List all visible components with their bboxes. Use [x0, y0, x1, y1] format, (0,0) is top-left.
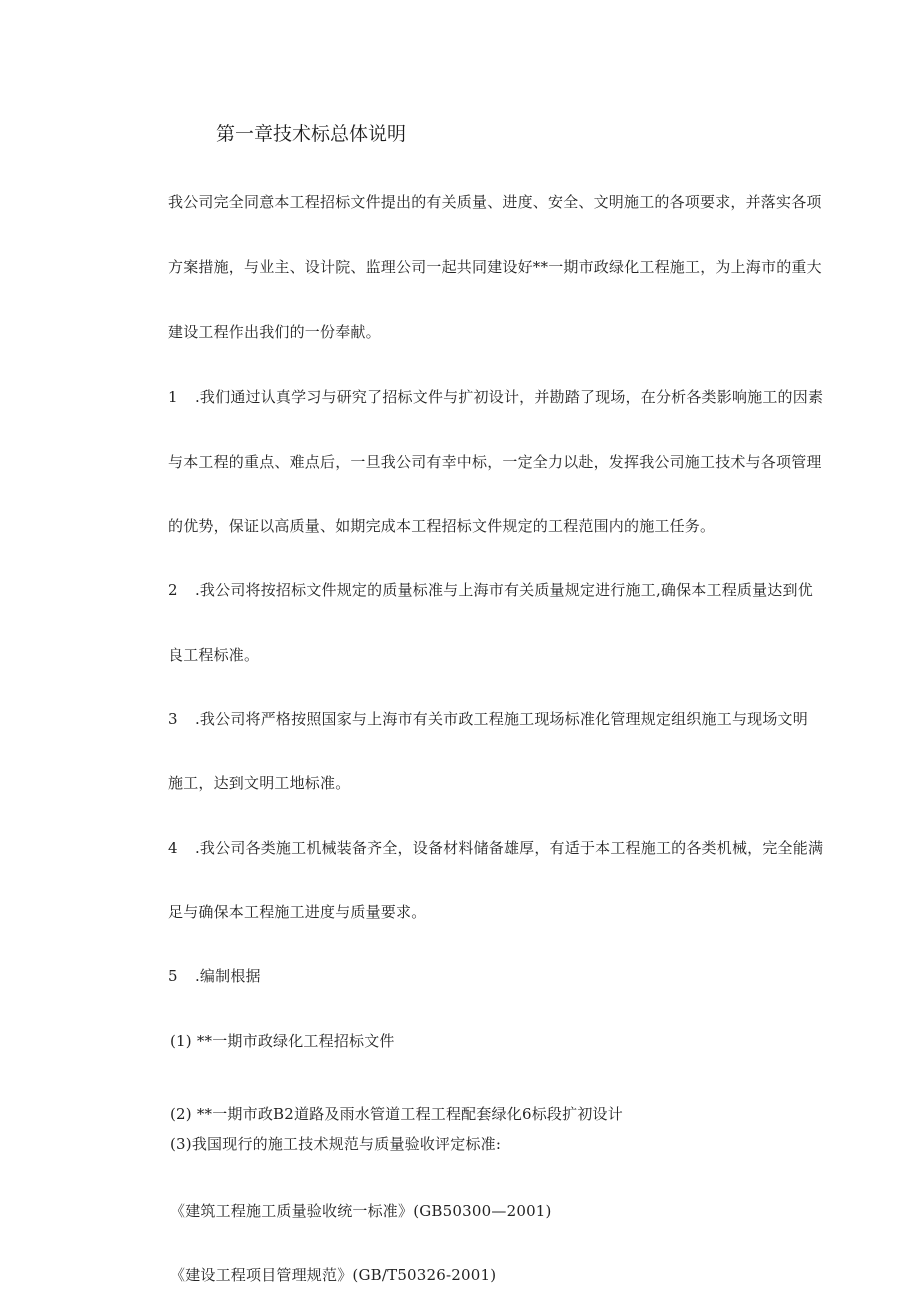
item-1-line-3: 的优势，保证以高质量、如期完成本工程招标文件规定的工程范围内的施工任务。 [168, 517, 716, 535]
item-3-line-1 [168, 709, 808, 729]
item-1-number: 1 [168, 388, 178, 406]
item-3-number: 3 [168, 710, 178, 728]
standard-item-1: 《建筑工程施工质量验收统一标准》(GB50300—2001) [170, 1202, 552, 1220]
item-3-text: .我公司将严格按照国家与上海市有关市政工程施工现场标准化管理规定组织施工与现场文明 [190, 710, 808, 728]
item-2-number: 2 [168, 581, 178, 599]
item-4-number: 4 [168, 839, 178, 857]
item-1-line-2: 与本工程的重点、难点后，一旦我公司有幸中标，一定全力以赴，发挥我公司施工技术与各项管理 [168, 453, 822, 471]
item-1-line-1 [168, 387, 823, 407]
item-4-line-1 [168, 838, 823, 858]
item-2-line-1 [168, 580, 813, 600]
item-3-line-2: 施工，达到文明工地标准。 [168, 774, 351, 792]
intro-line-1: 我公司完全同意本工程招标文件提出的有关质量、进度、安全、文明施工的各项要求，并落实各项 [168, 193, 822, 211]
basis-item-1: (1) **一期市政绿化工程招标文件 [170, 1032, 395, 1050]
item-2-text: .我公司将按招标文件规定的质量标准与上海市有关质量规定进行施工,确保本工程质量达到优 [190, 581, 813, 599]
basis-item-2: (2) **一期市政B2道路及雨水管道工程工程配套绿化6标段扩初设计 [170, 1105, 623, 1123]
item-5-number: 5 [168, 967, 178, 985]
basis-item-3: (3)我国现行的施工技术规范与质量验收评定标准: [170, 1135, 502, 1153]
standard-item-2: 《建设工程项目管理规范》(GB/T50326-2001) [170, 1266, 497, 1284]
item-2-line-2: 良工程标准。 [168, 646, 260, 664]
item-4-text: .我公司各类施工机械装备齐全，设备材料储备雄厚，有适于本工程施工的各类机械，完全能满 [190, 839, 824, 857]
intro-line-2: 方案措施，与业主、设计院、监理公司一起共同建设好**一期市政绿化工程施工，为上海市的重大 [168, 258, 822, 276]
item-1-text: .我们通过认真学习与研究了招标文件与扩初设计，并勘踏了现场，在分析各类影响施工的因素 [190, 388, 824, 406]
item-5-text: .编制根据 [190, 967, 261, 985]
chapter-title: 第一章技术标总体说明 [216, 123, 407, 145]
item-4-line-2: 足与确保本工程施工进度与质量要求。 [168, 903, 427, 921]
item-5-line [168, 966, 261, 986]
intro-line-3: 建设工程作出我们的一份奉献。 [168, 323, 381, 341]
